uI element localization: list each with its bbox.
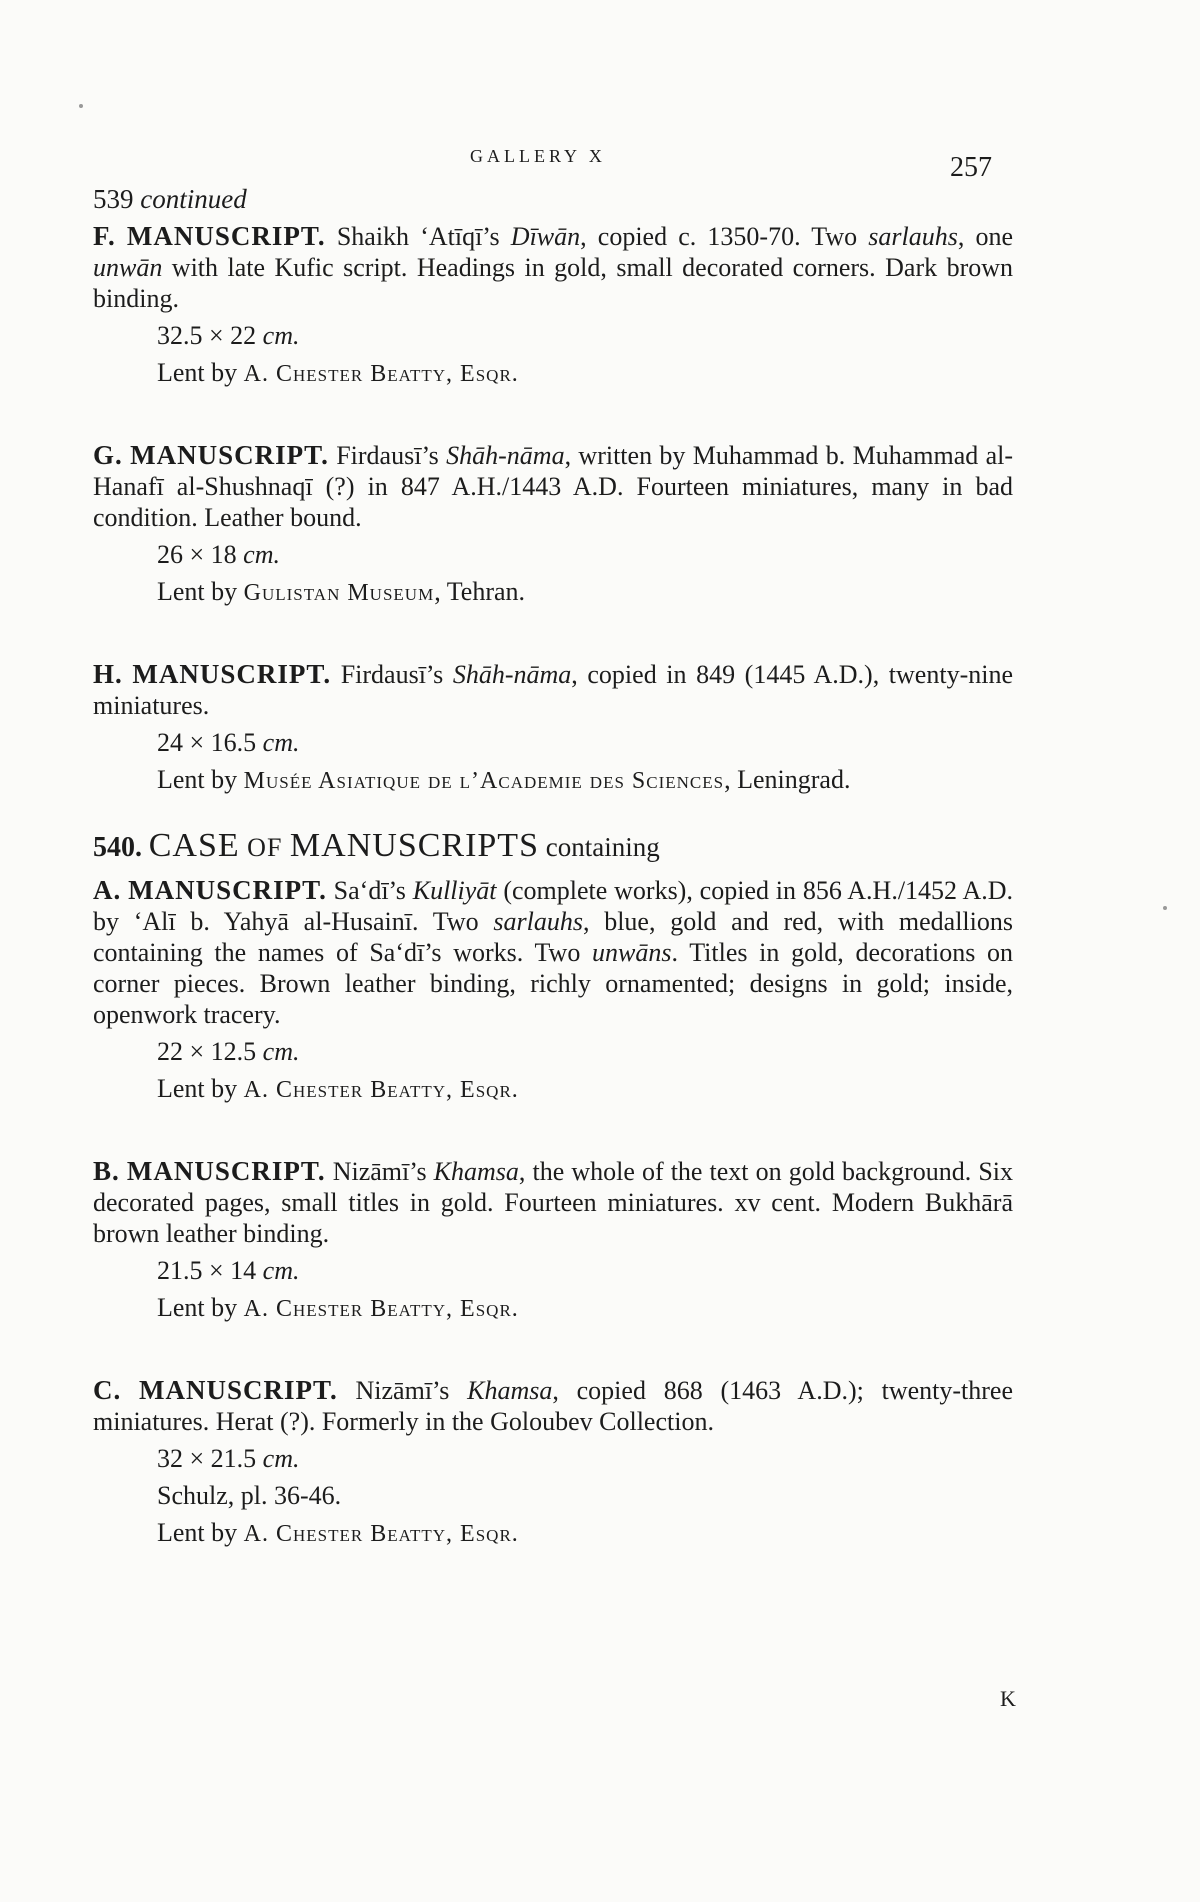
entry-539-h — [93, 659, 1013, 797]
entry-539-f — [93, 221, 1013, 390]
entry-text: Firdausī’s — [331, 660, 453, 689]
dimension-unit: cm. — [256, 1037, 300, 1066]
entry-description — [93, 659, 1013, 721]
dimension-value: 32 × 21.5 — [157, 1444, 257, 1473]
lender-name: Musée Asiatique de l’Academie des Sciences — [243, 768, 725, 794]
entry-text: , copied in 849 (1445 A.D.), twenty-nine miniatures. — [93, 660, 1013, 720]
case-title — [149, 827, 539, 864]
lent-prefix: Lent by — [157, 765, 244, 794]
entry-text: , one — [957, 222, 1014, 251]
entry-text: , blue, gold and red, with medallions containing the names of Sa‘dī’s works. Two — [93, 907, 1013, 967]
entry-description — [93, 875, 1013, 1030]
dimension-unit: cm. — [236, 540, 280, 569]
entry-text: with late Kufic script. Headings in gold, small decorated corners. Dark brown binding. — [93, 253, 1013, 313]
entry-540-a — [93, 875, 1013, 1106]
page-header — [0, 142, 1200, 182]
lender-line — [157, 1517, 1013, 1550]
dimension-unit: cm. — [256, 1256, 300, 1285]
signature-mark: K — [1000, 1686, 1016, 1711]
entry-number: 539 — [93, 184, 134, 214]
dimensions — [157, 1255, 1013, 1286]
page-content — [93, 184, 1013, 1600]
lender-name: Gulistan Museum — [243, 580, 435, 606]
lender-place: , Leningrad. — [724, 765, 851, 794]
lent-prefix: Lent by — [157, 1518, 244, 1547]
entry-label: MANUSCRIPT. — [128, 875, 327, 905]
entry-italic: Khamsa — [467, 1376, 553, 1405]
entry-description — [93, 1156, 1013, 1249]
entry-text: . Titles in gold, decorations on corner pieces. Brown leather binding, richly ornamented; designs in gold; inside, openwork tracery. — [93, 938, 1014, 1029]
continued-label: continued — [140, 184, 247, 214]
entry-letter: G. — [93, 440, 123, 470]
entry-italic: Shāh-nāma — [452, 660, 572, 689]
lender-line — [157, 1073, 1013, 1106]
entry-letter: B. — [93, 1156, 120, 1186]
paper-speck — [1163, 906, 1167, 910]
entry-description — [93, 1375, 1013, 1437]
lender-line — [157, 576, 1013, 609]
lender-line — [157, 1292, 1013, 1325]
lender-name: A. Chester Beatty, Esqr. — [243, 1077, 519, 1103]
paper-speck — [79, 104, 83, 108]
lender-line — [157, 764, 1013, 797]
dimensions — [157, 320, 1013, 351]
entry-label: MANUSCRIPT. — [126, 221, 326, 251]
entry-letter: F. — [93, 221, 116, 251]
dimension-value: 22 × 12.5 — [157, 1037, 257, 1066]
entry-italic: Khamsa — [433, 1157, 519, 1186]
entry-label: MANUSCRIPT. — [130, 440, 329, 470]
lender-name: A. Chester Beatty, Esqr. — [243, 1521, 519, 1547]
entry-italic: Shāh-nāma — [446, 441, 565, 470]
lent-prefix: Lent by — [157, 358, 244, 387]
entry-text: , copied c. 1350-70. Two — [580, 222, 869, 251]
dimensions — [157, 1036, 1013, 1067]
lent-prefix: Lent by — [157, 1293, 244, 1322]
dimension-unit: cm. — [256, 321, 300, 350]
entry-letter: A. — [93, 875, 122, 905]
entry-label: MANUSCRIPT. — [126, 1156, 326, 1186]
entry-italic: unwāns — [592, 938, 672, 967]
entry-label: MANUSCRIPT. — [132, 659, 332, 689]
lender-line — [157, 357, 1013, 390]
entry-text: Nizāmī’s — [337, 1376, 468, 1405]
entry-540-b — [93, 1156, 1013, 1325]
dimension-unit: cm. — [256, 728, 300, 757]
entry-description — [93, 221, 1013, 314]
lender-name: A. Chester Beatty, Esqr. — [243, 1296, 519, 1322]
continuation-heading — [93, 184, 1013, 215]
entry-description — [93, 440, 1013, 533]
entry-italic: Kulliyāt — [412, 876, 497, 905]
dimension-value: 26 × 18 — [157, 540, 237, 569]
dimension-unit: cm. — [256, 1444, 300, 1473]
lender-place: , Tehran. — [434, 577, 526, 606]
entry-letter: C. — [93, 1375, 122, 1405]
case-title-word: CASE — [148, 827, 240, 864]
case-suffix: containing — [539, 832, 660, 862]
entry-text: Sa‘dī’s — [326, 876, 413, 905]
entry-text: Shaikh ‘Atīqī’s — [325, 222, 511, 251]
case-number: 540. — [93, 832, 142, 863]
running-head: GALLERY X — [470, 146, 606, 166]
dimensions — [157, 1443, 1013, 1474]
entry-text: Firdausī’s — [328, 441, 447, 470]
entry-540-c — [93, 1375, 1013, 1550]
entry-text: , the whole of the text on gold background. Six decorated pages, small titles in gold. Fourteen miniatures. xv cent. Modern Bukhārā brown leather binding. — [93, 1157, 1014, 1248]
entry-text: , written by Muhammad b. Muhammad al-Hanafī al-Shushnaqī (?) in 847 A.H./1443 A.D. Fourteen miniatures, many in bad condition. Leather bound. — [93, 441, 1014, 532]
case-title-connector: OF — [239, 833, 290, 862]
lent-prefix: Lent by — [157, 577, 244, 606]
case-title-word: MANUSCRIPTS — [289, 827, 539, 864]
entry-text: Nizāmī’s — [325, 1157, 434, 1186]
entry-letter: H. — [93, 659, 123, 689]
lender-name: A. Chester Beatty, Esqr. — [243, 361, 519, 387]
entry-text: (complete works), copied in 856 A.H./1452 A.D. by ‘Alī b. Yahyā al-Husainī. Two — [93, 876, 1013, 936]
entry-text: , copied 868 (1463 A.D.); twenty-three miniatures. Herat (?). Formerly in the Goloubev Collection. — [93, 1376, 1013, 1436]
dimension-value: 21.5 × 14 — [157, 1256, 257, 1285]
dimension-value: 24 × 16.5 — [157, 728, 257, 757]
dimensions — [157, 539, 1013, 570]
entry-italic: sarlauhs — [493, 907, 583, 936]
entry-539-g — [93, 440, 1013, 609]
dimension-value: 32.5 × 22 — [157, 321, 257, 350]
lent-prefix: Lent by — [157, 1074, 244, 1103]
entry-italic: sarlauhs — [868, 222, 958, 251]
case-heading — [93, 827, 1013, 865]
entry-label: MANUSCRIPT. — [139, 1375, 338, 1405]
dimensions — [157, 727, 1013, 758]
bibliographic-reference: Schulz, pl. 36-46. — [157, 1481, 342, 1510]
entry-italic: unwān — [93, 253, 163, 282]
page-number: 257 — [950, 152, 992, 183]
entry-italic: Dīwān — [510, 222, 581, 251]
